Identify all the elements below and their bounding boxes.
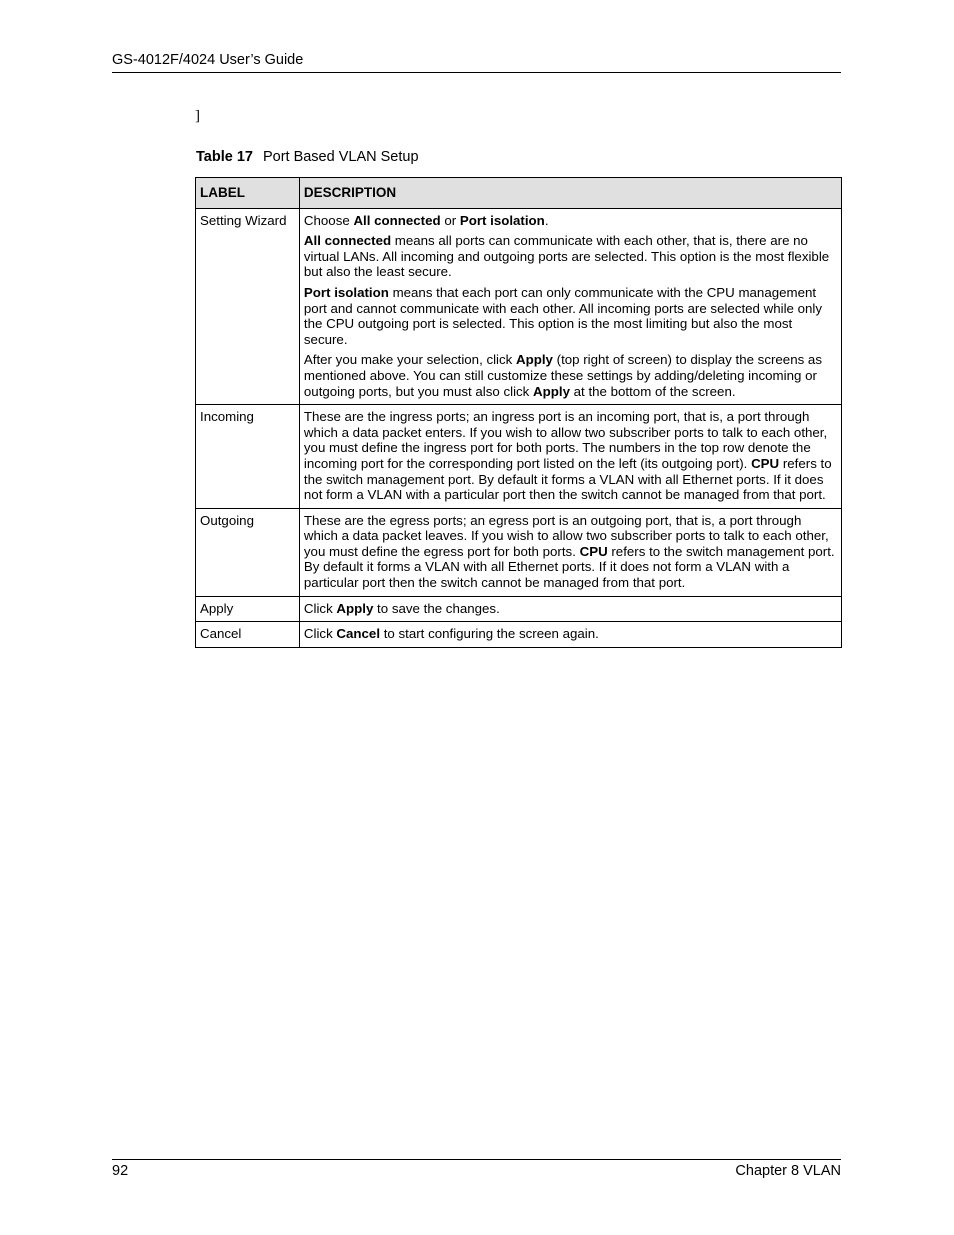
text-run: refers to the switch management port. By default it forms a VLAN with all Ethernet ports. If it does not form a VLAN with a particular port then the switch cannot be managed from that port.: [303, 543, 835, 591]
bold-term: Cancel: [336, 626, 381, 642]
table-number: Table 17: [196, 149, 253, 165]
row-description: [299, 596, 841, 622]
page-footer: [112, 1159, 841, 1184]
text-run: Click: [303, 600, 337, 616]
text-run: means that each port can only communicate with the CPU management port and cannot communicate with each other. All incoming ports are selected while only the CPU outgoing port is selected. This option is the most limiting but also the most secure.: [303, 284, 823, 347]
row-label: Incoming: [196, 405, 300, 509]
table-row: [196, 622, 842, 648]
text-run: to start configuring the screen again.: [380, 626, 599, 642]
description-paragraph: [304, 409, 837, 503]
bold-term: Apply: [533, 383, 570, 399]
table-header-row: [196, 178, 842, 209]
table-caption: [196, 149, 419, 165]
bold-term: All connected: [303, 233, 392, 249]
text-run: or: [440, 212, 460, 228]
table-row: [196, 596, 842, 622]
row-label: Cancel: [196, 622, 300, 648]
table-row: [196, 405, 842, 509]
row-label: Outgoing: [196, 508, 300, 596]
page-number: 92: [112, 1163, 129, 1179]
table-title: Port Based VLAN Setup: [262, 149, 419, 165]
description-paragraph: [304, 601, 837, 617]
stray-bracket: ]: [195, 108, 200, 124]
description-paragraph: [304, 626, 837, 642]
table-row: [196, 508, 842, 596]
chapter-title: Chapter 8 VLAN: [735, 1163, 841, 1179]
bold-term: Apply: [336, 600, 374, 616]
bold-term: Port isolation: [303, 284, 389, 300]
row-description: [299, 622, 841, 648]
text-run: means all ports can communicate with each other, that is, there are no virtual LANs. All incoming and outgoing ports are selected. This option is the most flexible but also the least secure.: [303, 233, 830, 280]
row-label: Apply: [196, 596, 300, 622]
port-vlan-table: [195, 177, 842, 648]
description-paragraph: [304, 513, 837, 591]
text-run: at the bottom of the screen.: [569, 383, 736, 399]
page-header: [112, 52, 841, 73]
text-run: Choose: [303, 212, 354, 228]
text-run: (top right of screen) to display the screens as mentioned above. You can still customize these settings by adding/deleting incoming or outgoing ports, but you must also click: [303, 352, 822, 399]
text-run: Click: [303, 626, 337, 642]
text-run: .: [544, 212, 549, 228]
row-description: [299, 208, 841, 405]
row-description: [299, 508, 841, 596]
guide-title: GS-4012F/4024 User’s Guide: [112, 52, 304, 68]
bold-term: All connected: [353, 212, 441, 228]
description-paragraph: [304, 233, 837, 280]
text-run: These are the ingress ports; an ingress port is an incoming port, that is, a port through which a data packet enters. If you wish to allow two subscriber ports to talk to each other, you must define the ingress port for both ports. The numbers in the top row denote the incoming port for the corresponding port listed on the left (its outgoing port).: [303, 409, 828, 471]
column-header-label: LABEL: [196, 178, 300, 209]
bold-term: Apply: [516, 352, 553, 368]
text-run: refers to the switch management port. By default it forms a VLAN with all Ethernet ports. If it does not form a VLAN with a particular port then the switch cannot be managed from that port.: [303, 455, 832, 503]
column-header-description: DESCRIPTION: [299, 178, 841, 209]
row-description: [299, 405, 841, 509]
table-row: [196, 208, 842, 405]
bold-term: CPU: [751, 455, 780, 471]
description-paragraph: [304, 352, 837, 399]
bold-term: CPU: [579, 543, 608, 559]
description-paragraph: [304, 285, 837, 347]
description-paragraph: [304, 213, 837, 229]
bold-term: Port isolation: [459, 212, 545, 228]
row-label: Setting Wizard: [196, 208, 300, 405]
table-body: [196, 208, 842, 647]
text-run: to save the changes.: [373, 600, 500, 616]
text-run: These are the egress ports; an egress port is an outgoing port, that is, a port through which a data packet leaves. If you wish to allow two subscriber ports to talk to each other, you must define the egress port for both ports.: [303, 512, 829, 559]
text-run: After you make your selection, click: [303, 352, 517, 368]
